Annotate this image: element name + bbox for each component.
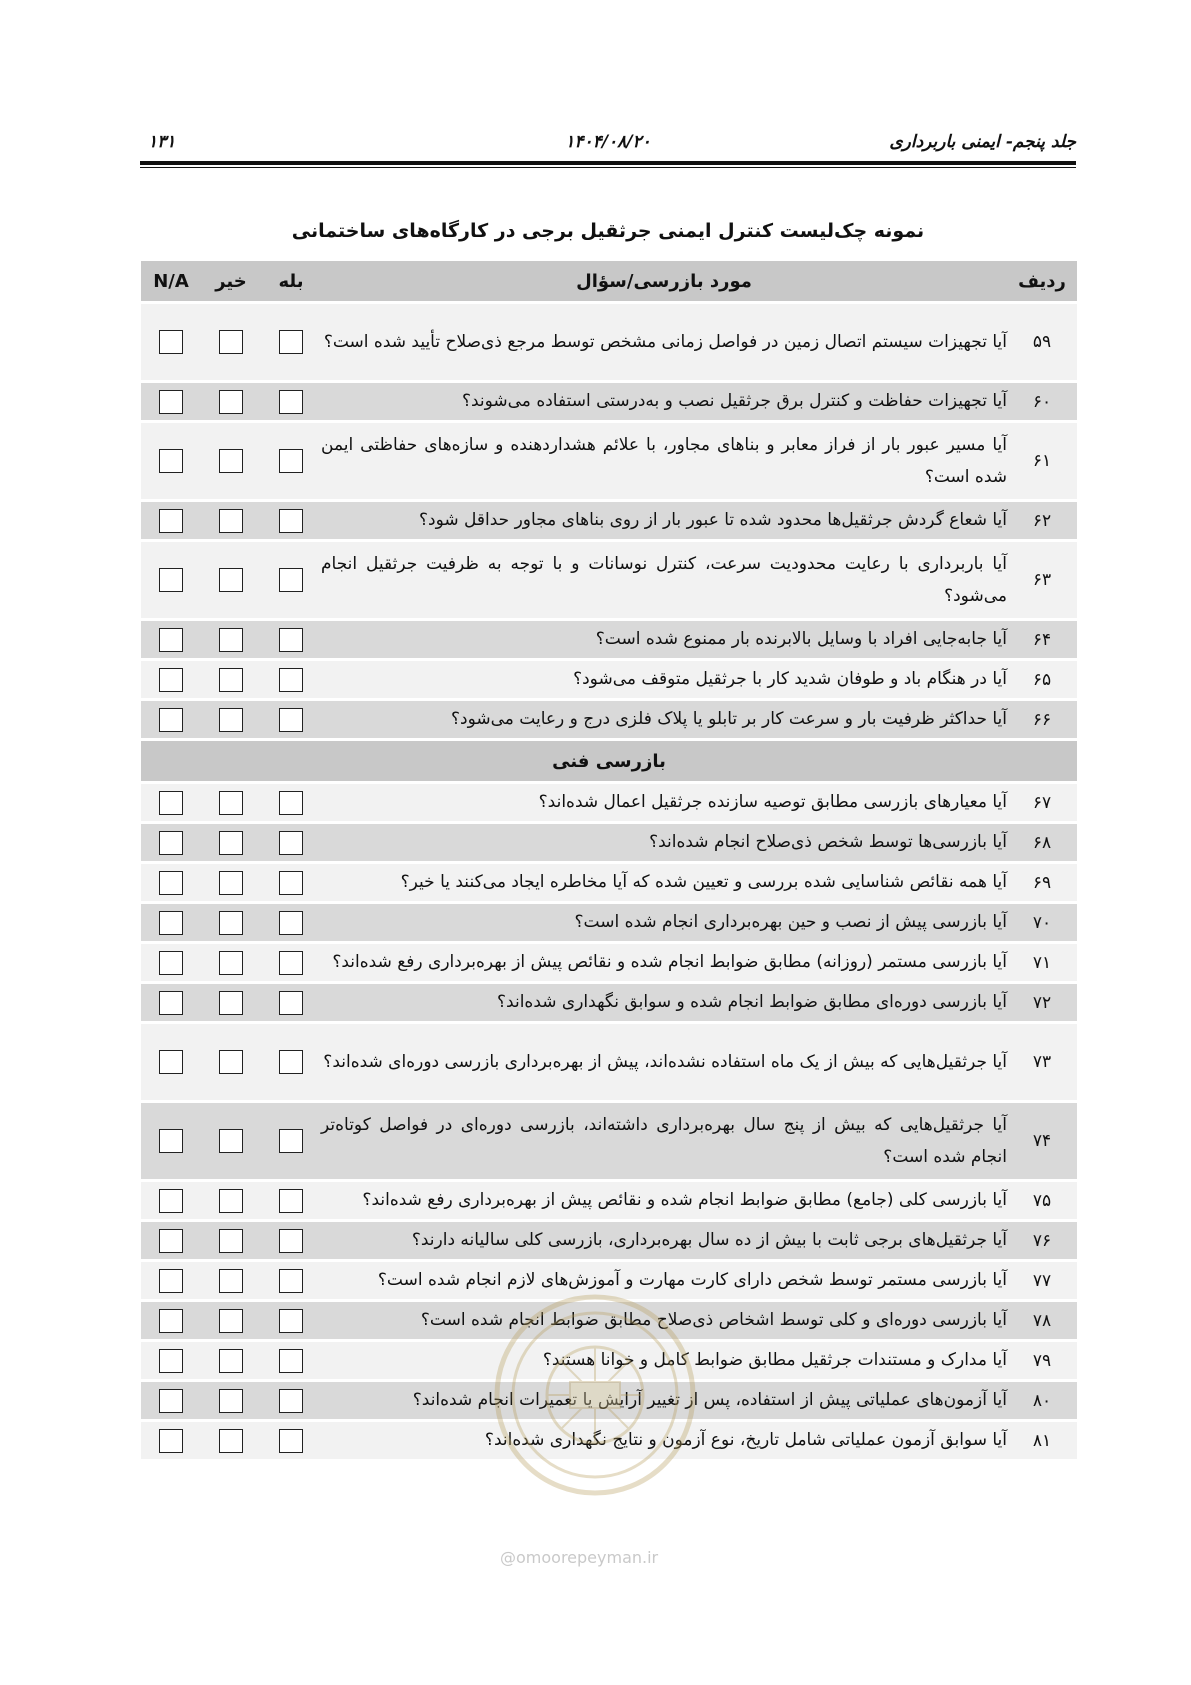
no-checkbox[interactable] (219, 1349, 243, 1373)
no-checkbox[interactable] (219, 1269, 243, 1293)
row-number: ۷۳ (1007, 1024, 1077, 1100)
no-checkbox[interactable] (219, 390, 243, 414)
cell-no (201, 661, 261, 698)
na-checkbox[interactable] (159, 1050, 183, 1074)
cell-no (201, 1222, 261, 1259)
yes-checkbox[interactable] (279, 568, 303, 592)
table-header-row (141, 261, 1077, 301)
book-title: جلد پنجم- ایمنی باربرداری (889, 132, 1076, 152)
yes-checkbox[interactable] (279, 871, 303, 895)
cell-na (141, 984, 201, 1021)
cell-yes (261, 542, 321, 618)
table-row (141, 502, 1077, 539)
cell-yes (261, 824, 321, 861)
cell-na (141, 784, 201, 821)
na-checkbox[interactable] (159, 509, 183, 533)
row-number: ۶۲ (1007, 502, 1077, 539)
cell-na (141, 621, 201, 658)
cell-no (201, 1103, 261, 1179)
na-checkbox[interactable] (159, 708, 183, 732)
na-checkbox[interactable] (159, 871, 183, 895)
seal-watermark-icon (490, 1290, 700, 1500)
na-checkbox[interactable] (159, 791, 183, 815)
section-row (141, 741, 1077, 781)
question-text: آیا بازرسی دوره‌ای و کلی توسط اشخاص ذی‌صلاح مطابق ضوابط انجام شده است؟ (321, 1302, 1007, 1339)
cell-na (141, 502, 201, 539)
row-number: ۵۹ (1007, 304, 1077, 380)
col-no: خیر (201, 261, 261, 301)
cell-no (201, 1302, 261, 1339)
question-text: آیا سوابق آزمون عملیاتی شامل تاریخ، نوع آزمون و نتایج نگهداری شده‌اند؟ (321, 1422, 1007, 1459)
question-text: آیا بازرسی کلی (جامع) مطابق ضوابط انجام شده و نقائص پیش از بهره‌برداری رفع شده‌اند؟ (321, 1182, 1007, 1219)
na-checkbox[interactable] (159, 568, 183, 592)
yes-checkbox[interactable] (279, 1349, 303, 1373)
cell-yes (261, 1382, 321, 1419)
cell-yes (261, 621, 321, 658)
cell-no (201, 304, 261, 380)
question-text: آیا بازرسی پیش از نصب و حین بهره‌برداری انجام شده است؟ (321, 904, 1007, 941)
yes-checkbox[interactable] (279, 911, 303, 935)
yes-checkbox[interactable] (279, 628, 303, 652)
cell-yes (261, 1182, 321, 1219)
table-row (141, 1222, 1077, 1259)
no-checkbox[interactable] (219, 330, 243, 354)
na-checkbox[interactable] (159, 449, 183, 473)
yes-checkbox[interactable] (279, 791, 303, 815)
question-text: آیا بازرسی مستمر (روزانه) مطابق ضوابط انجام شده و نقائص پیش از بهره‌برداری رفع شده‌اند؟ (321, 944, 1007, 981)
cell-na (141, 423, 201, 499)
cell-yes (261, 984, 321, 1021)
no-checkbox[interactable] (219, 791, 243, 815)
question-text: آیا تجهیزات حفاظت و کنترل برق جرثقیل نصب و به‌درستی استفاده می‌شوند؟ (321, 383, 1007, 420)
cell-no (201, 1182, 261, 1219)
yes-checkbox[interactable] (279, 1229, 303, 1253)
row-number: ۶۱ (1007, 423, 1077, 499)
row-number: ۷۴ (1007, 1103, 1077, 1179)
cell-yes (261, 661, 321, 698)
na-checkbox[interactable] (159, 991, 183, 1015)
yes-checkbox[interactable] (279, 509, 303, 533)
no-checkbox[interactable] (219, 871, 243, 895)
no-checkbox[interactable] (219, 1129, 243, 1153)
question-text: آیا بازرسی‌ها توسط شخص ذی‌صلاح انجام شده‌اند؟ (321, 824, 1007, 861)
page-header (140, 128, 1076, 158)
cell-na (141, 304, 201, 380)
cell-yes (261, 1222, 321, 1259)
cell-no (201, 864, 261, 901)
cell-yes (261, 383, 321, 420)
table-row (141, 904, 1077, 941)
cell-no (201, 383, 261, 420)
question-text: آیا حداکثر ظرفیت بار و سرعت کار بر تابلو یا پلاک فلزی درج و رعایت می‌شود؟ (321, 701, 1007, 738)
cell-no (201, 1422, 261, 1459)
question-text: آیا جرثقیل‌های برجی ثابت با بیش از ده سال بهره‌برداری، بازرسی کلی سالیانه دارند؟ (321, 1222, 1007, 1259)
yes-checkbox[interactable] (279, 1050, 303, 1074)
cell-yes (261, 1103, 321, 1179)
question-text: آیا مسیر عبور بار از فراز معابر و بناهای مجاور، با علائم هشداردهنده و سازه‌های حفاظتی ایمن شده است؟ (321, 423, 1007, 499)
na-checkbox[interactable] (159, 330, 183, 354)
row-number: ۶۵ (1007, 661, 1077, 698)
na-checkbox[interactable] (159, 951, 183, 975)
row-number: ۶۸ (1007, 824, 1077, 861)
no-checkbox[interactable] (219, 1189, 243, 1213)
no-checkbox[interactable] (219, 1050, 243, 1074)
no-checkbox[interactable] (219, 1429, 243, 1453)
no-checkbox[interactable] (219, 1229, 243, 1253)
cell-yes (261, 701, 321, 738)
table-row (141, 383, 1077, 420)
na-checkbox[interactable] (159, 911, 183, 935)
header-rule-thick (140, 161, 1076, 165)
cell-no (201, 1382, 261, 1419)
yes-checkbox[interactable] (279, 1389, 303, 1413)
cell-na (141, 1262, 201, 1299)
row-number: ۶۶ (1007, 701, 1077, 738)
yes-checkbox[interactable] (279, 708, 303, 732)
row-number: ۷۶ (1007, 1222, 1077, 1259)
cell-yes (261, 423, 321, 499)
row-number: ۷۸ (1007, 1302, 1077, 1339)
cell-na (141, 904, 201, 941)
section-title: بازرسی فنی (141, 741, 1077, 781)
cell-no (201, 621, 261, 658)
cell-na (141, 661, 201, 698)
na-checkbox[interactable] (159, 1129, 183, 1153)
na-checkbox[interactable] (159, 1389, 183, 1413)
cell-na (141, 864, 201, 901)
cell-no (201, 944, 261, 981)
row-number: ۷۵ (1007, 1182, 1077, 1219)
cell-yes (261, 502, 321, 539)
yes-checkbox[interactable] (279, 1429, 303, 1453)
cell-no (201, 1342, 261, 1379)
cell-na (141, 944, 201, 981)
na-checkbox[interactable] (159, 1309, 183, 1333)
table-row (141, 423, 1077, 499)
question-text: آیا تجهیزات سیستم اتصال زمین در فواصل زمانی مشخص توسط مرجع ذی‌صلاح تأیید شده است؟ (321, 304, 1007, 380)
cell-no (201, 542, 261, 618)
cell-no (201, 423, 261, 499)
cell-na (141, 1103, 201, 1179)
no-checkbox[interactable] (219, 1309, 243, 1333)
cell-no (201, 784, 261, 821)
question-text: آیا همه نقائص شناسایی شده بررسی و تعیین شده که آیا مخاطره ایجاد می‌کنند یا خیر؟ (321, 864, 1007, 901)
cell-yes (261, 784, 321, 821)
no-checkbox[interactable] (219, 568, 243, 592)
cell-yes (261, 944, 321, 981)
page-number: ۱۳۱ (148, 132, 176, 152)
row-number: ۷۲ (1007, 984, 1077, 1021)
na-checkbox[interactable] (159, 1229, 183, 1253)
row-number: ۶۹ (1007, 864, 1077, 901)
no-checkbox[interactable] (219, 1389, 243, 1413)
no-checkbox[interactable] (219, 628, 243, 652)
table-row (141, 304, 1077, 380)
question-text: آیا شعاع گردش جرثقیل‌ها محدود شده تا عبور بار از روی بناهای مجاور حداقل شود؟ (321, 502, 1007, 539)
question-text: آیا معیارهای بازرسی مطابق توصیه سازنده جرثقیل اعمال شده‌اند؟ (321, 784, 1007, 821)
no-checkbox[interactable] (219, 708, 243, 732)
table-row (141, 864, 1077, 901)
site-watermark: @omoorepeyman.ir (500, 1548, 659, 1567)
yes-checkbox[interactable] (279, 991, 303, 1015)
question-text: آیا در هنگام باد و طوفان شدید کار با جرثقیل متوقف می‌شود؟ (321, 661, 1007, 698)
question-text: آیا باربرداری با رعایت محدودیت سرعت، کنترل نوسانات و با توجه به ظرفیت جرثقیل انجام می‌شود؟ (321, 542, 1007, 618)
question-text: آیا جرثقیل‌هایی که بیش از یک ماه استفاده نشده‌اند، پیش از بهره‌برداری بازرسی دوره‌ای شده‌اند؟ (321, 1024, 1007, 1100)
yes-checkbox[interactable] (279, 449, 303, 473)
yes-checkbox[interactable] (279, 951, 303, 975)
yes-checkbox[interactable] (279, 831, 303, 855)
row-number: ۸۱ (1007, 1422, 1077, 1459)
cell-no (201, 1262, 261, 1299)
cell-no (201, 984, 261, 1021)
table-row (141, 784, 1077, 821)
cell-no (201, 1024, 261, 1100)
table-row (141, 944, 1077, 981)
table-row (141, 1103, 1077, 1179)
cell-na (141, 383, 201, 420)
question-text: آیا مدارک و مستندات جرثقیل مطابق ضوابط کامل و خوانا هستند؟ (321, 1342, 1007, 1379)
yes-checkbox[interactable] (279, 390, 303, 414)
cell-yes (261, 1024, 321, 1100)
na-checkbox[interactable] (159, 1349, 183, 1373)
col-item: مورد بازرسی/سؤال (321, 261, 1007, 301)
table-row (141, 824, 1077, 861)
cell-na (141, 1342, 201, 1379)
table-row (141, 701, 1077, 738)
cell-yes (261, 1302, 321, 1339)
na-checkbox[interactable] (159, 390, 183, 414)
cell-na (141, 1302, 201, 1339)
no-checkbox[interactable] (219, 831, 243, 855)
no-checkbox[interactable] (219, 991, 243, 1015)
row-number: ۶۴ (1007, 621, 1077, 658)
row-number: ۷۰ (1007, 904, 1077, 941)
na-checkbox[interactable] (159, 1269, 183, 1293)
row-number: ۶۷ (1007, 784, 1077, 821)
no-checkbox[interactable] (219, 449, 243, 473)
question-text: آیا جابه‌جایی افراد با وسایل بالابرنده بار ممنوع شده است؟ (321, 621, 1007, 658)
yes-checkbox[interactable] (279, 1269, 303, 1293)
cell-na (141, 542, 201, 618)
no-checkbox[interactable] (219, 509, 243, 533)
col-yes: بله (261, 261, 321, 301)
cell-no (201, 904, 261, 941)
col-row-number: ردیف (1007, 261, 1077, 301)
question-text: آیا بازرسی مستمر توسط شخص دارای کارت مهارت و آموزش‌های لازم انجام شده است؟ (321, 1262, 1007, 1299)
row-number: ۷۹ (1007, 1342, 1077, 1379)
question-text: آیا آزمون‌های عملیاتی پیش از استفاده، پس از تغییر آرایش یا تعمیرات انجام شده‌اند؟ (321, 1382, 1007, 1419)
table-row (141, 661, 1077, 698)
cell-na (141, 701, 201, 738)
yes-checkbox[interactable] (279, 668, 303, 692)
na-checkbox[interactable] (159, 628, 183, 652)
cell-yes (261, 1422, 321, 1459)
checklist-title: نمونه چک‌لیست کنترل ایمنی جرثقیل برجی در کارگاه‌های ساختمانی (291, 220, 925, 242)
cell-yes (261, 1262, 321, 1299)
row-number: ۶۳ (1007, 542, 1077, 618)
question-text: آیا جرثقیل‌هایی که بیش از پنج سال بهره‌برداری داشته‌اند، بازرسی دوره‌ای در فواصل کوتاه‌تر انجام شده است؟ (321, 1103, 1007, 1179)
no-checkbox[interactable] (219, 911, 243, 935)
header-rule-thin (140, 167, 1076, 168)
row-number: ۷۱ (1007, 944, 1077, 981)
col-na: N/A (141, 261, 201, 301)
cell-na (141, 1182, 201, 1219)
cell-yes (261, 1342, 321, 1379)
cell-na (141, 1024, 201, 1100)
table-row (141, 1024, 1077, 1100)
question-text: آیا بازرسی دوره‌ای مطابق ضوابط انجام شده و سوابق نگهداری شده‌اند؟ (321, 984, 1007, 1021)
na-checkbox[interactable] (159, 1189, 183, 1213)
no-checkbox[interactable] (219, 951, 243, 975)
na-checkbox[interactable] (159, 831, 183, 855)
cell-yes (261, 904, 321, 941)
cell-no (201, 701, 261, 738)
no-checkbox[interactable] (219, 668, 243, 692)
na-checkbox[interactable] (159, 1429, 183, 1453)
cell-yes (261, 304, 321, 380)
row-number: ۶۰ (1007, 383, 1077, 420)
table-row (141, 542, 1077, 618)
checklist-table (141, 258, 1077, 1462)
row-number: ۸۰ (1007, 1382, 1077, 1419)
row-number: ۷۷ (1007, 1262, 1077, 1299)
cell-no (201, 824, 261, 861)
cell-na (141, 1422, 201, 1459)
cell-na (141, 1382, 201, 1419)
cell-na (141, 1222, 201, 1259)
yes-checkbox[interactable] (279, 1129, 303, 1153)
cell-na (141, 824, 201, 861)
na-checkbox[interactable] (159, 668, 183, 692)
cell-no (201, 502, 261, 539)
yes-checkbox[interactable] (279, 1309, 303, 1333)
header-date: ۱۴۰۴/۰۸/۲۰ (565, 132, 651, 152)
yes-checkbox[interactable] (279, 330, 303, 354)
table-row (141, 621, 1077, 658)
cell-yes (261, 864, 321, 901)
table-row (141, 1182, 1077, 1219)
table-row (141, 984, 1077, 1021)
yes-checkbox[interactable] (279, 1189, 303, 1213)
